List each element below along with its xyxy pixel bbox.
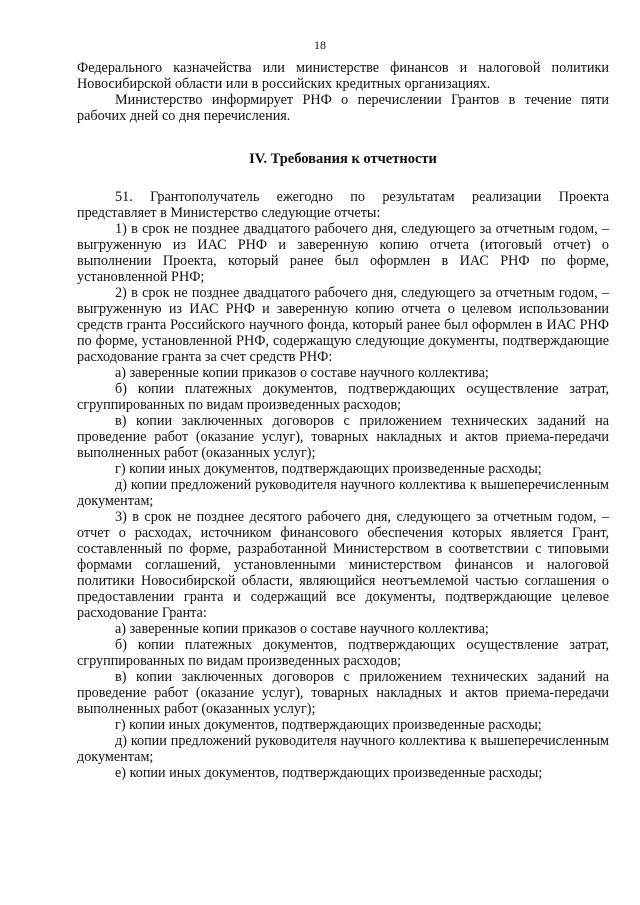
document-body xyxy=(77,60,609,781)
sub-list-item: а) заверенные копии приказов о составе научного коллектива; xyxy=(115,365,489,381)
sub-list-item: г) копии иных документов, подтверждающих произведенные расходы; xyxy=(115,461,542,477)
sub-list-item: а) заверенные копии приказов о составе научного коллектива; xyxy=(115,621,489,637)
sub-list-item: д) копии предложений руководителя научного коллектива к вышеперечисленным документам; xyxy=(77,733,609,765)
sub-list-item: г) копии иных документов, подтверждающих произведенные расходы; xyxy=(115,717,542,733)
section-heading: IV. Требования к отчетности xyxy=(249,151,437,167)
paragraph: Министерство информирует РНФ о перечислении Грантов в течение пяти рабочих дней со дня перечисления. xyxy=(77,92,609,124)
page-number: 18 xyxy=(314,38,326,52)
sub-list-item: д) копии предложений руководителя научного коллектива к вышеперечисленным документам; xyxy=(77,477,609,509)
sub-list-item: в) копии заключенных договоров с приложением технических заданий на проведение работ (оказание услуг), товарных накладных и актов приема-передачи выполненных работ (оказанных услуг); xyxy=(77,669,609,717)
list-item: 2) в срок не позднее двадцатого рабочего дня, следующего за отчетным годом, – выгруженную из ИАС РНФ и заверенную копию отчета о целевом использовании средств гранта Российского научного фонда, который ранее был оформлен в ИАС РНФ по форме, установленной РНФ, содержащую следующие документы, подтверждающие расходование гранта за счет средств РНФ: xyxy=(77,285,609,365)
list-item: 1) в срок не позднее двадцатого рабочего дня, следующего за отчетным годом, – выгруженную из ИАС РНФ и заверенную копию отчета (итоговый отчет) о выполнении Проекта, который ранее был оформлен в ИАС РНФ по форме, установленной РНФ; xyxy=(77,221,609,285)
list-item: 3) в срок не позднее десятого рабочего дня, следующего за отчетным годом, – отчет о расходах, источником финансового обеспечения которых является Грант, составленный по форме, разработанной Министерством в соответствии с типовыми формами соглашений, установленными министерством финансов и налоговой политики Новосибирской области, являющийся неотъемлемой частью соглашения о предоставлении гранта и содержащий все документы, подтверждающие целевое расходование Гранта: xyxy=(77,509,609,621)
paragraph: 51. Грантополучатель ежегодно по результатам реализации Проекта представляет в Министерство следующие отчеты: xyxy=(77,189,609,221)
sub-list-item: б) копии платежных документов, подтверждающих осуществление затрат, сгруппированных по видам произведенных расходов; xyxy=(77,637,609,669)
paragraph: Федерального казначейства или министерстве финансов и налоговой политики Новосибирской области или в российских кредитных организациях. xyxy=(77,60,609,92)
sub-list-item: е) копии иных документов, подтверждающих произведенные расходы; xyxy=(115,765,543,781)
sub-list-item: в) копии заключенных договоров с приложением технических заданий на проведение работ (оказание услуг), товарных накладных и актов приема-передачи выполненных работ (оказанных услуг); xyxy=(77,413,609,461)
sub-list-item: б) копии платежных документов, подтверждающих осуществление затрат, сгруппированных по видам произведенных расходов; xyxy=(77,381,609,413)
